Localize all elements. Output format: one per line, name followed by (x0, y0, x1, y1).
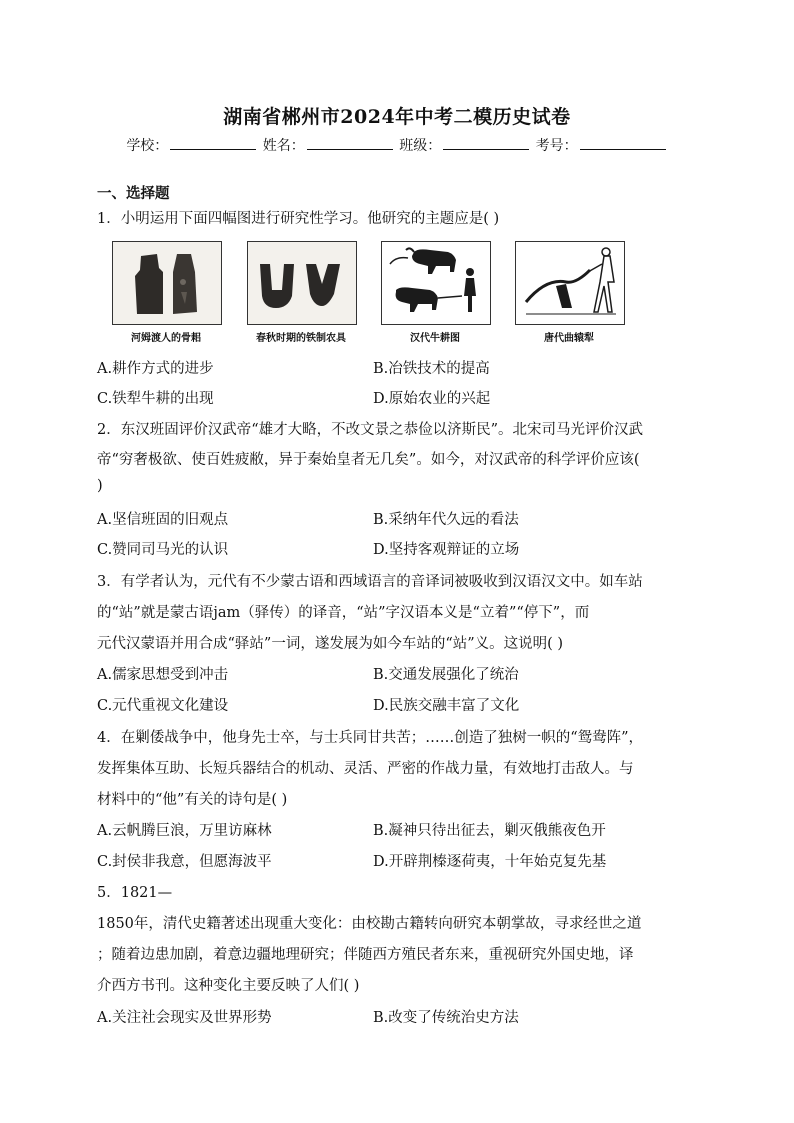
q2-line-1: 2．东汉班固评价汉武帝“雄才大略，不改文景之恭俭以济斯民”。北宋司马光评价汉武 (97, 422, 644, 438)
exam-no-label: 考号： (535, 138, 578, 154)
school-label: 学校： (126, 138, 169, 154)
q2-option-c[interactable]: C.赞同司马光的认识 (97, 542, 229, 558)
name-blank[interactable] (307, 137, 393, 150)
q1-stem: 1．小明运用下面四幅图进行研究性学习。他研究的主题应是( ) (97, 211, 500, 227)
caption-3: 汉代牛耕图 (410, 333, 460, 344)
q4-line-2: 发挥集体互助、长短兵器结合的机动、灵活、严密的作战力量，有效地打击敌人。与 (97, 761, 634, 777)
q3-option-d[interactable]: D.民族交融丰富了文化 (373, 698, 520, 714)
ox-plowing-image (381, 241, 491, 325)
q2-option-a[interactable]: A.坚信班固的旧观点 (97, 512, 229, 528)
q2-option-b[interactable]: B.采纳年代久远的看法 (373, 512, 519, 528)
q1-option-d[interactable]: D.原始农业的兴起 (373, 391, 491, 407)
class-blank[interactable] (443, 137, 529, 150)
q1-option-b[interactable]: B.冶铁技术的提高 (373, 361, 490, 377)
name-label: 姓名： (262, 138, 305, 154)
q4-line-1: 4．在剿倭战争中，他身先士卒，与士兵同甘共苦；……创造了独树一帜的“鸳鸯阵”， (97, 730, 644, 746)
q2-line-3: ) (97, 478, 103, 494)
caption-2: 春秋时期的铁制农具 (256, 333, 346, 344)
q4-option-d[interactable]: D.开辟荆榛逐荷夷，十年始克复先基 (373, 854, 607, 870)
q3-option-c[interactable]: C.元代重视文化建设 (97, 698, 229, 714)
q1-option-c[interactable]: C.铁犁牛耕的出现 (97, 391, 214, 407)
q3-option-a[interactable]: A.儒家思想受到冲击 (97, 667, 229, 683)
student-info-line (0, 135, 794, 155)
q3-option-b[interactable]: B.交通发展强化了统治 (373, 667, 519, 683)
curved-plow-image (515, 241, 625, 325)
page-title: 湖南省郴州市2024年中考二模历史试卷 (223, 106, 571, 128)
class-label: 班级： (399, 138, 442, 154)
q3-line-2: 的“站”就是蒙古语jam（驿传）的译音，“站”字汉语本义是“立着”“停下”，而 (97, 605, 590, 621)
q5-line-3: ；随着边患加剧，着意边疆地理研究；伴随西方殖民者东来，重视研究外国史地，译 (97, 947, 634, 963)
bone-spade-image (112, 241, 222, 325)
q2-option-d[interactable]: D.坚持客观辩证的立场 (373, 542, 520, 558)
q4-option-b[interactable]: B.凝神只待出征去，剿灭俄熊夜色开 (373, 823, 606, 839)
caption-1: 河姆渡人的骨耜 (131, 333, 201, 344)
q5-line-1: 5．1821— (97, 885, 173, 901)
q4-option-a[interactable]: A.云帆腾巨浪，万里访麻林 (97, 823, 272, 839)
iron-tools-image (247, 241, 357, 325)
section-title: 一、选择题 (97, 185, 170, 202)
q1-option-a[interactable]: A.耕作方式的进步 (97, 361, 214, 377)
exam-no-blank[interactable] (580, 137, 666, 150)
q5-line-4: 介西方书刊。这种变化主要反映了人们( ) (97, 978, 360, 994)
q4-line-3: 材料中的“他”有关的诗句是( ) (97, 792, 288, 808)
q3-line-1: 3．有学者认为，元代有不少蒙古语和西域语言的音译词被吸收到汉语汉文中。如车站 (97, 574, 643, 590)
q5-line-2: 1850年，清代史籍著述出现重大变化：由校勘古籍转向研究本朝掌故，寻求经世之道 (97, 916, 642, 932)
q5-option-b[interactable]: B.改变了传统治史方法 (373, 1010, 519, 1026)
q5-option-a[interactable]: A.关注社会现实及世界形势 (97, 1010, 272, 1026)
caption-4: 唐代曲辕犁 (544, 333, 594, 344)
q3-line-3: 元代汉蒙语并用合成“驿站”一词，遂发展为如今车站的“站”义。这说明( ) (97, 636, 564, 652)
q4-option-c[interactable]: C.封侯非我意，但愿海波平 (97, 854, 272, 870)
school-blank[interactable] (170, 137, 256, 150)
q2-line-2: 帝“穷奢极欲、使百姓疲敝，异于秦始皇者无几矣”。如今，对汉武帝的科学评价应该( (97, 452, 640, 468)
